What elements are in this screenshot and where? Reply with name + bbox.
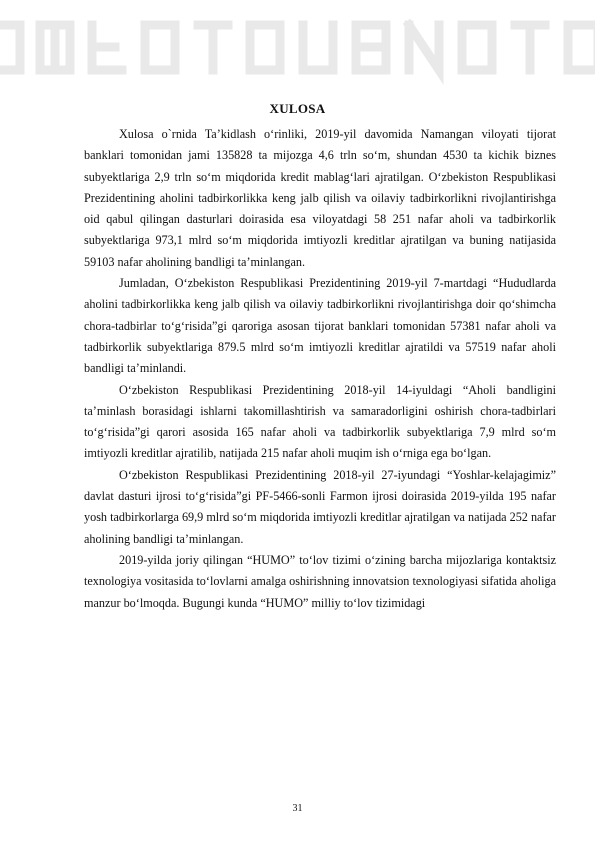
body-text bbox=[84, 124, 556, 614]
watermark-shape bbox=[409, 25, 439, 70]
watermark-shape bbox=[356, 25, 386, 70]
watermark-shape bbox=[40, 25, 70, 70]
paragraph: Xulosa o`rnida Ta’kidlash o‘rinliki, 2019-yil davomida Namangan viloyati tijorat banklari tomonidan jami 135828 ta mijozga 4,6 trln so‘m, shundan 4530 ta kichik biznes subyektlariga 2,9 trln so‘m miqdorida kredit mablag‘lari ajratilgan. O‘zbekiston Respublikasi Prezidentining aholini tadbirkorlikka keng jalb qilish va oilaviy tadbirkorlikni rivojlantirishga oid qabul qilingan dasturlari doirasida esa viloyatdagi 58 251 nafar aholi va tadbirkorlik subyektlariga 973,1 mlrd so‘m miqdorida imtiyozli kreditlar ajratilgan va buning natijasida 59103 nafar aholining bandligi ta’minlangan. bbox=[84, 127, 556, 269]
watermark-shape bbox=[145, 25, 175, 70]
section-title: XULOSA bbox=[269, 101, 326, 116]
watermark-shape bbox=[0, 25, 20, 70]
paragraph: 2019-yilda joriy qilingan “HUMO” to‘lov tizimi o‘zining barcha mijozlariga kontaktsiz texnologiya vositasida to‘lovlarni amalga oshirishning innovatsion texnologiyasi sifatida aholiga manzur bo‘lmoqda. Bugungi kunda “HUMO” milliy to‘lov tizimidagi bbox=[84, 552, 556, 610]
watermark-shape bbox=[462, 25, 492, 70]
paragraph: O‘zbekiston Respublikasi Prezidentining 2018-yil 27-iyundagi “Yoshlar-kelajagimiz” davlat dasturi ijrosi to‘g‘risida”gi PF-5466-sonli Farmon ijrosi doirasida 2019-yilda 195 nafar yosh tadbirkorlarga 69,9 mlrd so‘m miqdorida imtiyozli kreditlar ajratilgan va natijada 252 nafar aholining bandligi ta’minlangan. bbox=[84, 467, 556, 546]
watermark-shape bbox=[250, 25, 280, 70]
watermark-shape bbox=[92, 25, 122, 70]
page-number: 31 bbox=[292, 803, 303, 814]
paragraph: O‘zbekiston Respublikasi Prezidentining 2018-yil 14-iyuldagi “Aholi bandligini ta’minlash borasidagi ishlarni takomillashtirish va samaradorligini oshirish chora-tadbirlari to‘g‘risida”gi qarori asosida 165 nafar aholi va tadbirkorlik subyektlariga 7,9 mlrd so‘m imtiyozli kreditlar ajratilib, natijada 215 nafar aholi muqim ish o‘rniga ega bo‘lgan. bbox=[84, 382, 556, 461]
watermark-shape bbox=[303, 25, 333, 70]
watermark-shape bbox=[568, 25, 595, 70]
paragraph: Jumladan, O‘zbekiston Respublikasi Prezidentining 2019-yil 7-martdagi “Hududlarda aholini tadbirkorlikka keng jalb qilish va oilaviy tadbirkorlikni rivojlantirishga doir qo‘shimcha chora-tadbirlar to‘g‘risida”gi qaroriga asosan tijorat banklari tomonidan 57381 nafar aholi va tadbirkorlik subyektlariga 879.5 mlrd so‘m imtiyozli kreditlar ajratildi va 57519 nafar aholi bandligi ta’minlandi. bbox=[84, 276, 556, 376]
watermark-shape bbox=[198, 25, 228, 70]
watermark-shape bbox=[515, 25, 545, 70]
